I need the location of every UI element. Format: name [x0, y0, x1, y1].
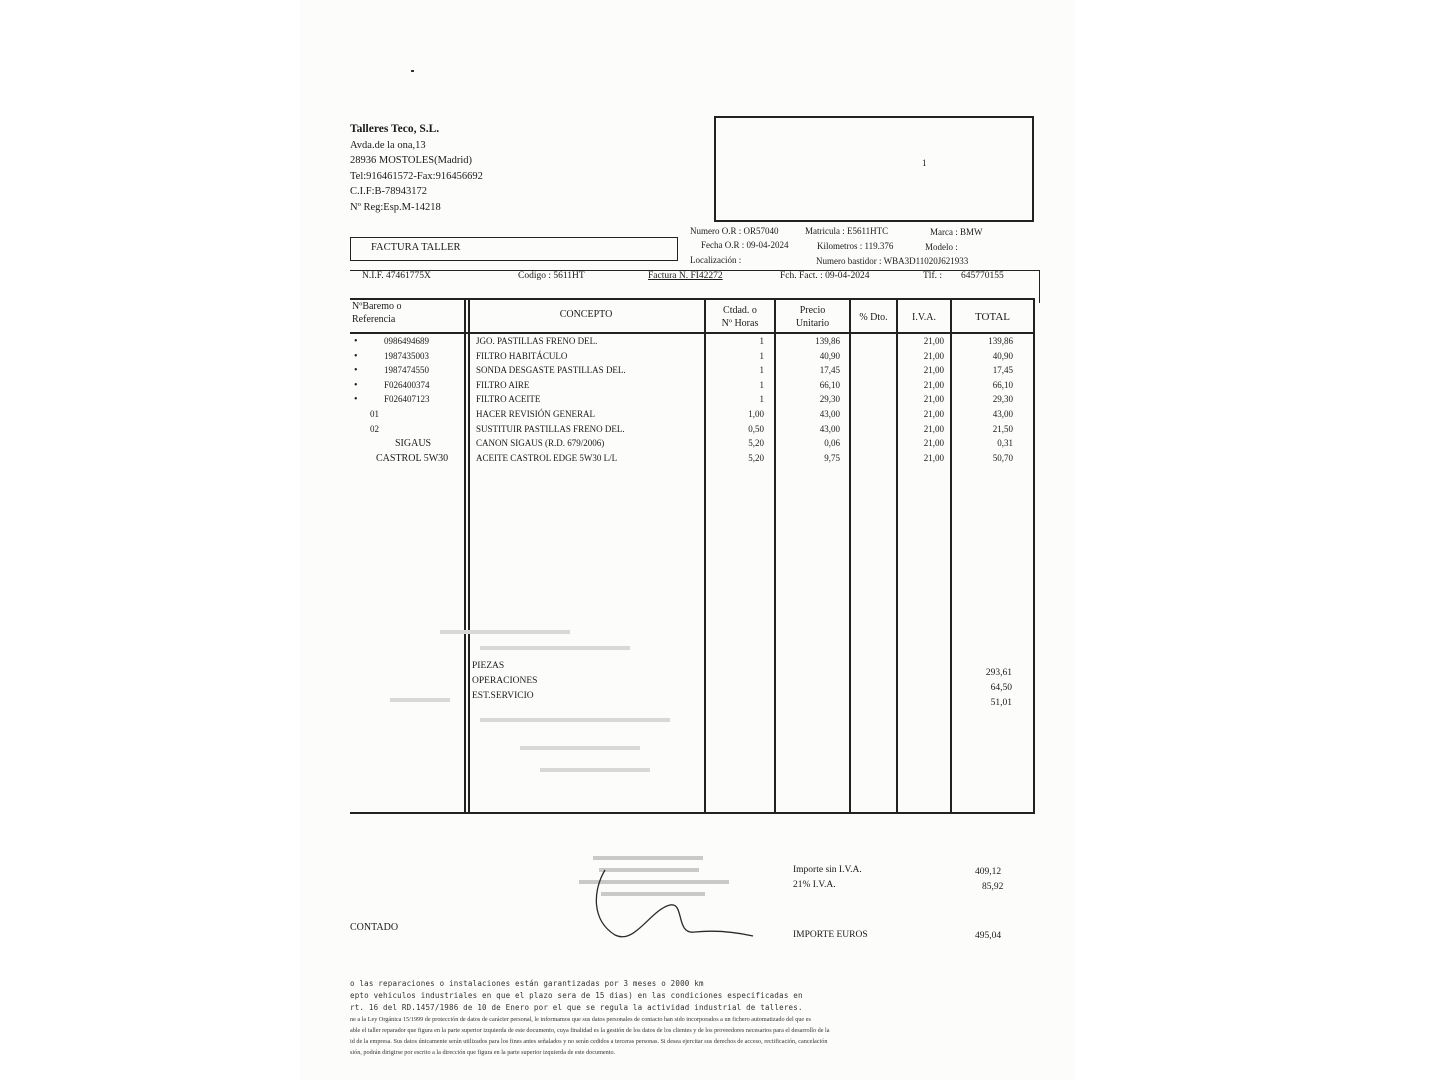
row-ref: F026400374	[384, 379, 430, 390]
tlf-value: 645770155	[961, 271, 1004, 281]
invoice-title-box	[350, 237, 678, 261]
row-iva: 21,00	[923, 423, 944, 434]
faded-mark	[390, 698, 450, 702]
summary-servicio-value: 51,01	[990, 698, 1012, 708]
row-concepto: SONDA DESGASTE PASTILLAS DEL.	[476, 365, 626, 376]
row-concepto: HACER REVISIÓN GENERAL	[476, 409, 595, 419]
row-total: 43,00	[992, 409, 1013, 419]
row-bullet: •	[354, 365, 358, 377]
company-block	[350, 122, 483, 215]
row-precio: 9,75	[824, 452, 840, 463]
row-bullet: •	[354, 336, 358, 347]
row-iva: 21,00	[923, 336, 944, 346]
row-ref: 01	[370, 409, 379, 419]
header-bottom-border	[350, 332, 1035, 334]
summary-servicio-label: EST.SERVICIO	[472, 691, 534, 701]
table-row	[350, 394, 1035, 409]
row-total: 0,31	[997, 438, 1013, 449]
row-iva: 21,00	[923, 438, 944, 449]
row-total: 21,50	[992, 423, 1013, 434]
table-row	[350, 424, 1035, 439]
nif: N.I.F. 47461775X	[362, 271, 431, 281]
iva-value: 85,92	[982, 882, 1004, 892]
row-precio: 43,00	[819, 409, 840, 419]
summary-piezas-value: 293,61	[985, 668, 1012, 678]
row-cantidad: 1	[759, 394, 764, 405]
kilometros: Kilometros : 119.376	[817, 241, 894, 251]
numero-or: Numero O.R : OR57040	[690, 226, 779, 236]
privacy-line-2: able el taller reparador que figura en la parte superior izquierda de este documento, cuya finalidad es la gestión de los datos de los clientes y de los proveedores necesarios para el desarrollo de la	[350, 1027, 830, 1034]
infobar-right-border	[1039, 271, 1041, 303]
summary-operaciones-value: 64,50	[990, 683, 1012, 693]
company-address: Avda.de la ona,13	[350, 139, 426, 151]
row-concepto: ACEITE CASTROL EDGE 5W30 L/L	[476, 452, 618, 463]
table-row	[350, 409, 1035, 424]
signature-stamp	[575, 840, 755, 950]
table-row	[350, 453, 1035, 468]
privacy-line-1: ne a la Ley Orgánica 15/1999 de protección de datos de carácter personal, le informamos que sus datos personales de contacto han sido incorporados a un fichero automatizado del que es	[350, 1016, 811, 1023]
header-precio-line1: Precio	[799, 305, 826, 316]
header-precio	[776, 304, 849, 330]
modelo: Modelo :	[925, 242, 958, 252]
company-name: Talleres Teco, S.L.	[350, 123, 440, 135]
header-cantidad-line1: Ctdad. o	[723, 305, 757, 316]
importe-euros-label: IMPORTE EUROS	[793, 930, 868, 940]
row-precio: 0,06	[824, 438, 840, 449]
row-cantidad: 0,50	[748, 423, 764, 434]
importe-sin-iva-label: Importe sin I.V.A.	[793, 865, 862, 875]
company-cif: C.I.F:B-78943172	[350, 186, 428, 197]
importe-sin-iva-value: 409,12	[975, 867, 1002, 877]
row-iva: 21,00	[923, 394, 944, 405]
invoice-table	[350, 298, 1035, 814]
header-total: TOTAL	[975, 311, 1010, 323]
header-cantidad-line2: Nº Horas	[721, 318, 759, 329]
row-precio: 17,45	[819, 365, 840, 376]
row-precio: 40,90	[819, 350, 840, 361]
header-dto: % Dto.	[859, 312, 888, 323]
row-cantidad: 1	[759, 379, 764, 390]
row-iva: 21,00	[923, 379, 944, 390]
row-total: 29,30	[992, 394, 1013, 405]
row-precio: 43,00	[819, 423, 840, 434]
header-concepto: CONCEPTO	[559, 309, 613, 320]
row-precio: 66,10	[819, 379, 840, 390]
row-concepto: SUSTITUIR PASTILLAS FRENO DEL.	[476, 423, 625, 434]
row-cantidad: 1	[759, 365, 764, 376]
row-cantidad: 1	[759, 336, 764, 346]
fecha-or: Fecha O.R : 09-04-2024	[701, 240, 789, 250]
row-ref: 1987435003	[384, 350, 429, 361]
fecha-factura: Fch. Fact. : 09-04-2024	[780, 271, 870, 281]
privacy-line-4: sión, podrán dirigirse por escrito a la dirección que figura en la parte superior izquierda de este documento.	[350, 1049, 616, 1056]
table-top-border	[350, 298, 1035, 300]
summary-operaciones-label: OPERACIONES	[472, 676, 538, 686]
localizacion: Localización :	[690, 255, 742, 265]
invoice-title: FACTURA TALLER	[371, 242, 461, 253]
company-city: 28936 MOSTOLES(Madrid)	[350, 155, 473, 166]
table-row	[350, 351, 1035, 366]
row-cantidad: 1	[759, 350, 764, 361]
row-iva: 21,00	[923, 350, 944, 361]
importe-euros-value: 495,04	[975, 931, 1002, 941]
address-box-mark: 1	[922, 158, 927, 168]
tlf-label: Tlf. :	[923, 271, 942, 281]
factura-number: Factura N. FI42272	[648, 271, 723, 281]
row-iva: 21,00	[923, 365, 944, 376]
guarantee-line-1: o las reparaciones o instalaciones están garantizadas por 3 meses o 2000 km	[350, 979, 704, 988]
row-precio: 139,86	[815, 336, 840, 346]
privacy-line-3: id de la empresa. Sus datos únicamente serán utilizados para los fines antes señalados y no serán cedidos a terceras personas. Si desea ejercitar sus derechos de acceso, rectificación, cancelación	[350, 1038, 828, 1045]
row-ref: F026407123	[384, 394, 430, 405]
iva-label: 21% I.V.A.	[793, 880, 836, 890]
header-cantidad	[706, 304, 774, 330]
matricula: Matricula : E5611HTC	[805, 226, 889, 236]
row-precio: 29,30	[819, 394, 840, 405]
faded-mark	[520, 746, 640, 750]
row-bullet: •	[354, 379, 358, 391]
guarantee-line-2: epto vehiculos industriales en que el plazo sera de 15 dias) en las condiciones especificadas en	[350, 991, 803, 1000]
table-bottom-border	[350, 812, 1035, 814]
row-ref: 1987474550	[384, 365, 429, 376]
header-precio-line2: Unitario	[795, 318, 830, 329]
row-concepto: JGO. PASTILLAS FRENO DEL.	[476, 336, 598, 346]
summary-piezas-label: PIEZAS	[472, 661, 505, 671]
table-row	[350, 380, 1035, 395]
row-ref: 0986494689	[384, 336, 429, 346]
codigo: Codigo : 5611HT	[518, 271, 585, 281]
customer-address-box	[714, 116, 1034, 222]
company-phone: Tel:916461572-Fax:916456692	[350, 170, 483, 182]
summary-values	[960, 666, 1012, 711]
header-iva: I.V.A.	[912, 312, 936, 323]
payment-method: CONTADO	[350, 922, 399, 933]
row-iva: 21,00	[923, 409, 944, 419]
row-iva: 21,00	[923, 452, 944, 463]
row-concepto: FILTRO AIRE	[476, 379, 530, 390]
faded-mark	[480, 646, 630, 650]
company-registry: Nº Reg:Esp.M-14218	[350, 201, 441, 213]
row-total: 17,45	[992, 365, 1013, 376]
row-bullet: •	[354, 350, 358, 362]
row-ref: CASTROL 5W30	[376, 452, 449, 464]
faded-mark	[440, 630, 570, 634]
row-total: 66,10	[992, 379, 1013, 390]
header-ref-line1: NºBaremo o	[352, 301, 402, 312]
marca: Marca : BMW	[930, 227, 983, 237]
numero-bastidor: Numero bastidor : WBA3D11020J621933	[816, 256, 969, 266]
row-ref: SIGAUS	[395, 438, 432, 450]
table-row	[350, 365, 1035, 380]
row-total: 139,86	[988, 336, 1013, 346]
row-total: 50,70	[992, 452, 1013, 463]
summary-labels	[472, 659, 537, 704]
table-row	[350, 438, 1035, 453]
row-ref: 02	[370, 423, 379, 434]
faded-mark	[540, 768, 650, 772]
row-concepto: FILTRO ACEITE	[476, 394, 541, 405]
row-concepto: CANON SIGAUS (R.D. 679/2006)	[476, 438, 605, 449]
header-ref	[352, 300, 401, 326]
guarantee-line-3: rt. 16 del RD.1457/1986 de 10 de Enero por el que se regula la actividad industrial de talleres.	[350, 1003, 803, 1012]
row-cantidad: 1,00	[748, 409, 764, 419]
row-concepto: FILTRO HABITÁCULO	[476, 350, 568, 361]
faded-mark	[480, 718, 670, 722]
row-total: 40,90	[992, 350, 1013, 361]
scan-speck	[411, 70, 414, 72]
row-cantidad: 5,20	[748, 438, 764, 449]
row-bullet: •	[354, 394, 358, 406]
table-row	[350, 336, 1035, 351]
row-cantidad: 5,20	[748, 452, 764, 463]
header-ref-line2: Referencia	[352, 314, 396, 325]
